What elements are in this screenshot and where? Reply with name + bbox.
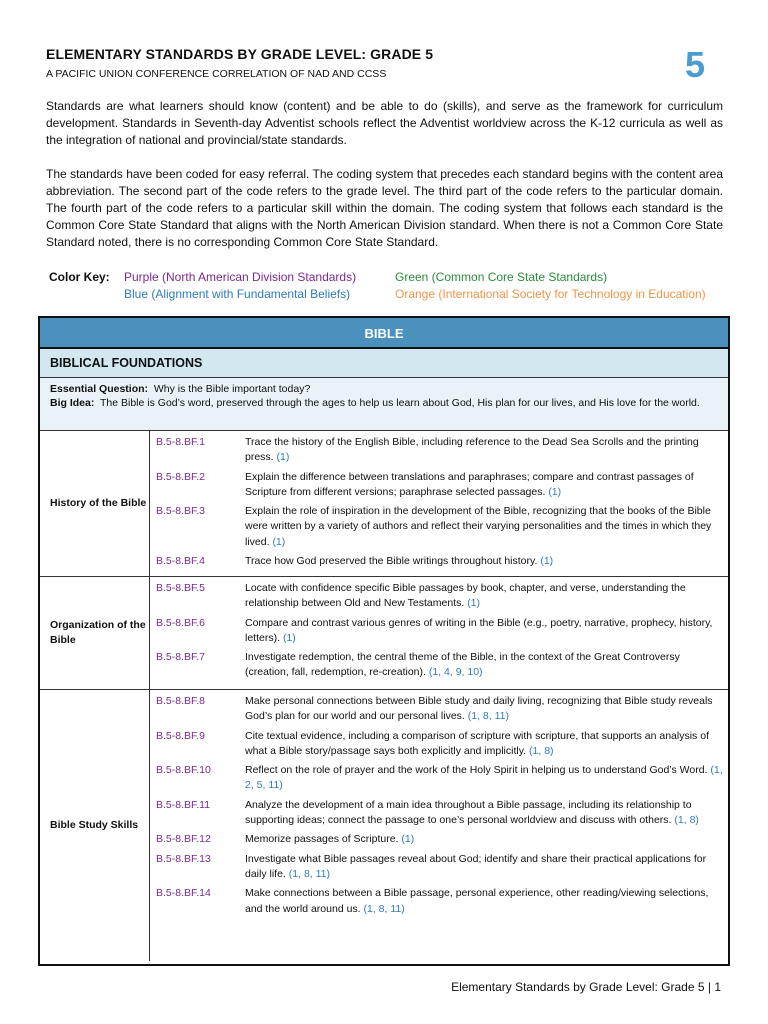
standard-row: [150, 650, 728, 681]
standard-text: [245, 798, 725, 829]
page-subtitle: A PACIFIC UNION CONFERENCE CORRELATION OF NAD AND CCSS: [46, 68, 387, 80]
standard-text: [245, 470, 725, 501]
standard-refs: (1): [282, 631, 296, 644]
standard-description: Compare and contrast various genres of writing in the Bible (e.g., poetry, narrative, prophecy, history, letters).: [245, 616, 713, 644]
standard-description: Reflect on the role of prayer and the work of the Holy Spirit in helping us to understand God’s Word.: [245, 764, 708, 777]
standard-text: [245, 650, 725, 681]
standard-text: [245, 435, 725, 466]
standard-refs: (1): [401, 833, 415, 846]
standard-row: [150, 832, 728, 847]
color-key-green: Green (Common Core State Standards): [395, 270, 608, 284]
color-key-label: Color Key:: [49, 270, 110, 284]
standard-row: [150, 554, 728, 569]
standard-row: [150, 852, 728, 883]
standard-code: B.5-8.BF.6: [156, 616, 206, 629]
standard-code: B.5-8.BF.1: [156, 436, 206, 448]
standard-text: [245, 694, 725, 725]
section-header: BIBLICAL FOUNDATIONS: [40, 349, 728, 378]
standard-text: [245, 616, 725, 647]
standard-description: Make connections between a Bible passage, personal experience, other reading/viewing selections, and the world around us.: [245, 887, 709, 915]
color-key-blue: Blue (Alignment with Fundamental Beliefs): [124, 287, 351, 301]
standard-description: Locate with confidence specific Bible passages by book, chapter, and verse, understanding the relationship between Old and New Testaments.: [245, 582, 686, 610]
standard-description: Investigate redemption, the central theme of the Bible, in the context of the Great Controversy (creation, fall, redemption, re-creation).: [245, 651, 680, 679]
standard-code: B.5-8.BF.13: [156, 852, 211, 865]
standard-code: B.5-8.BF.12: [156, 833, 211, 846]
standard-text: [245, 832, 725, 847]
standard-refs: (1): [548, 485, 562, 498]
standard-row: [150, 435, 728, 466]
group-label: Organization of the Bible: [40, 577, 150, 689]
standard-row: [150, 798, 728, 829]
standard-row: [150, 694, 728, 725]
standard-text: [245, 581, 725, 612]
standard-refs: (1, 8): [529, 744, 554, 757]
standard-code: B.5-8.BF.3: [156, 505, 206, 518]
standard-refs: (1, 2, 5, 11): [245, 764, 723, 792]
standard-text: [245, 886, 725, 917]
standard-code: B.5-8.BF.4: [156, 555, 206, 568]
standard-text: [245, 554, 725, 569]
standard-description: Explain the difference between translations and paraphrases; compare and contrast passages of Scripture from different versions; paraphrase selected passages.: [245, 470, 694, 498]
standards-table: [38, 316, 730, 966]
grade-number: 5: [685, 44, 706, 85]
page-title: ELEMENTARY STANDARDS BY GRADE LEVEL: GRADE 5: [46, 46, 434, 62]
intro-paragraph-2: The standards have been coded for easy referral. The coding system that precedes each standard begins with the content area abbreviation. The second part of the code refers to the grade level. The third part of the code refers to the particular domain. The fourth part of the code refers to a particular skill within the domain. The coding system that follows each standard is the Common Core State Standard that aligns with the North American Division standard. When there is not a Common Core State Standard noted, there is no corresponding Common Core State Standard.: [46, 167, 723, 249]
standard-refs: (1, 4, 9, 10): [428, 666, 483, 679]
standard-code: B.5-8.BF.7: [156, 651, 206, 664]
standard-text: [245, 729, 725, 760]
color-key-orange: Orange (International Society for Technology in Education): [395, 287, 706, 301]
standard-text: [245, 763, 725, 794]
standard-description: Memorize passages of Scripture.: [245, 833, 399, 846]
standard-description: Cite textual evidence, including a comparison of scripture with scripture, that supports an analysis of what a Bible story/passage says both explicitly and implicitly.: [245, 729, 709, 757]
color-key-purple: Purple (North American Division Standards): [124, 270, 357, 284]
standard-refs: (1): [540, 555, 554, 568]
standards-group: [40, 431, 728, 577]
essential-question-box: [40, 378, 728, 431]
group-label: Bible Study Skills: [40, 690, 150, 961]
standard-text: [245, 852, 725, 883]
standard-code: B.5-8.BF.5: [156, 582, 206, 594]
standard-code: B.5-8.BF.9: [156, 729, 206, 742]
standard-row: [150, 886, 728, 917]
standard-refs: (1): [467, 597, 481, 610]
standard-description: Investigate what Bible passages reveal about God; identify and share their practical applications for daily life.: [245, 852, 707, 880]
standard-row: [150, 763, 728, 794]
standard-refs: (1, 8): [674, 814, 699, 827]
standard-refs: (1): [272, 535, 286, 548]
standard-row: [150, 504, 728, 550]
essential-question-label: Essential Question:: [50, 383, 149, 395]
big-idea-label: Big Idea:: [50, 397, 95, 409]
standard-row: [150, 616, 728, 647]
standard-refs: (1): [276, 451, 290, 464]
big-idea-text: The Bible is God’s word, preserved through the ages to help us learn about God, His plan for our lives, and His love for the world.: [100, 397, 700, 409]
standard-description: Analyze the development of a main idea throughout a Bible passage, including its relationship to supporting ideas; connect the passage to one’s personal worldview and discuss with others.: [245, 798, 692, 827]
group-label: History of the Bible: [40, 431, 150, 576]
standard-code: B.5-8.BF.10: [156, 764, 211, 777]
standards-group: [40, 577, 728, 690]
standard-description: Explain the role of inspiration in the development of the Bible, recognizing that the books of the Bible were written by a variety of authors and reflect their varying personalities and the times in which they lived.: [245, 505, 712, 548]
standards-group: [40, 690, 728, 961]
standard-description: Make personal connections between Bible study and daily living, recognizing that Bible study reveals God’s plan for our world and our personal lives.: [245, 695, 713, 723]
standard-refs: (1, 8, 11): [288, 867, 331, 880]
essential-question-text: Why is the Bible important today?: [153, 383, 311, 395]
standard-refs: (1, 8, 11): [467, 710, 510, 723]
standard-code: B.5-8.BF.8: [156, 695, 206, 707]
intro-paragraph-1: Standards are what learners should know (content) and be able to do (skills), and serve as the framework for curriculum development. Standards in Seventh-day Adventist schools reflect the Adventist worldview across the K-12 curricula as well as the integration of national and provincial/state standards.: [46, 99, 723, 147]
standard-row: [150, 581, 728, 612]
standard-code: B.5-8.BF.11: [156, 798, 211, 811]
standard-code: B.5-8.BF.14: [156, 887, 211, 900]
standard-description: Trace how God preserved the Bible writings throughout history.: [245, 555, 538, 568]
standard-refs: (1, 8, 11): [363, 902, 405, 915]
standard-row: [150, 729, 728, 760]
page-footer: Elementary Standards by Grade Level: Grade 5 | 1: [451, 980, 721, 994]
standard-description: Trace the history of the English Bible, including reference to the Dead Sea Scrolls and the printing press.: [245, 436, 699, 464]
standard-row: [150, 470, 728, 501]
subject-header: BIBLE: [40, 318, 728, 349]
standard-text: [245, 504, 725, 550]
standard-code: B.5-8.BF.2: [156, 470, 206, 483]
